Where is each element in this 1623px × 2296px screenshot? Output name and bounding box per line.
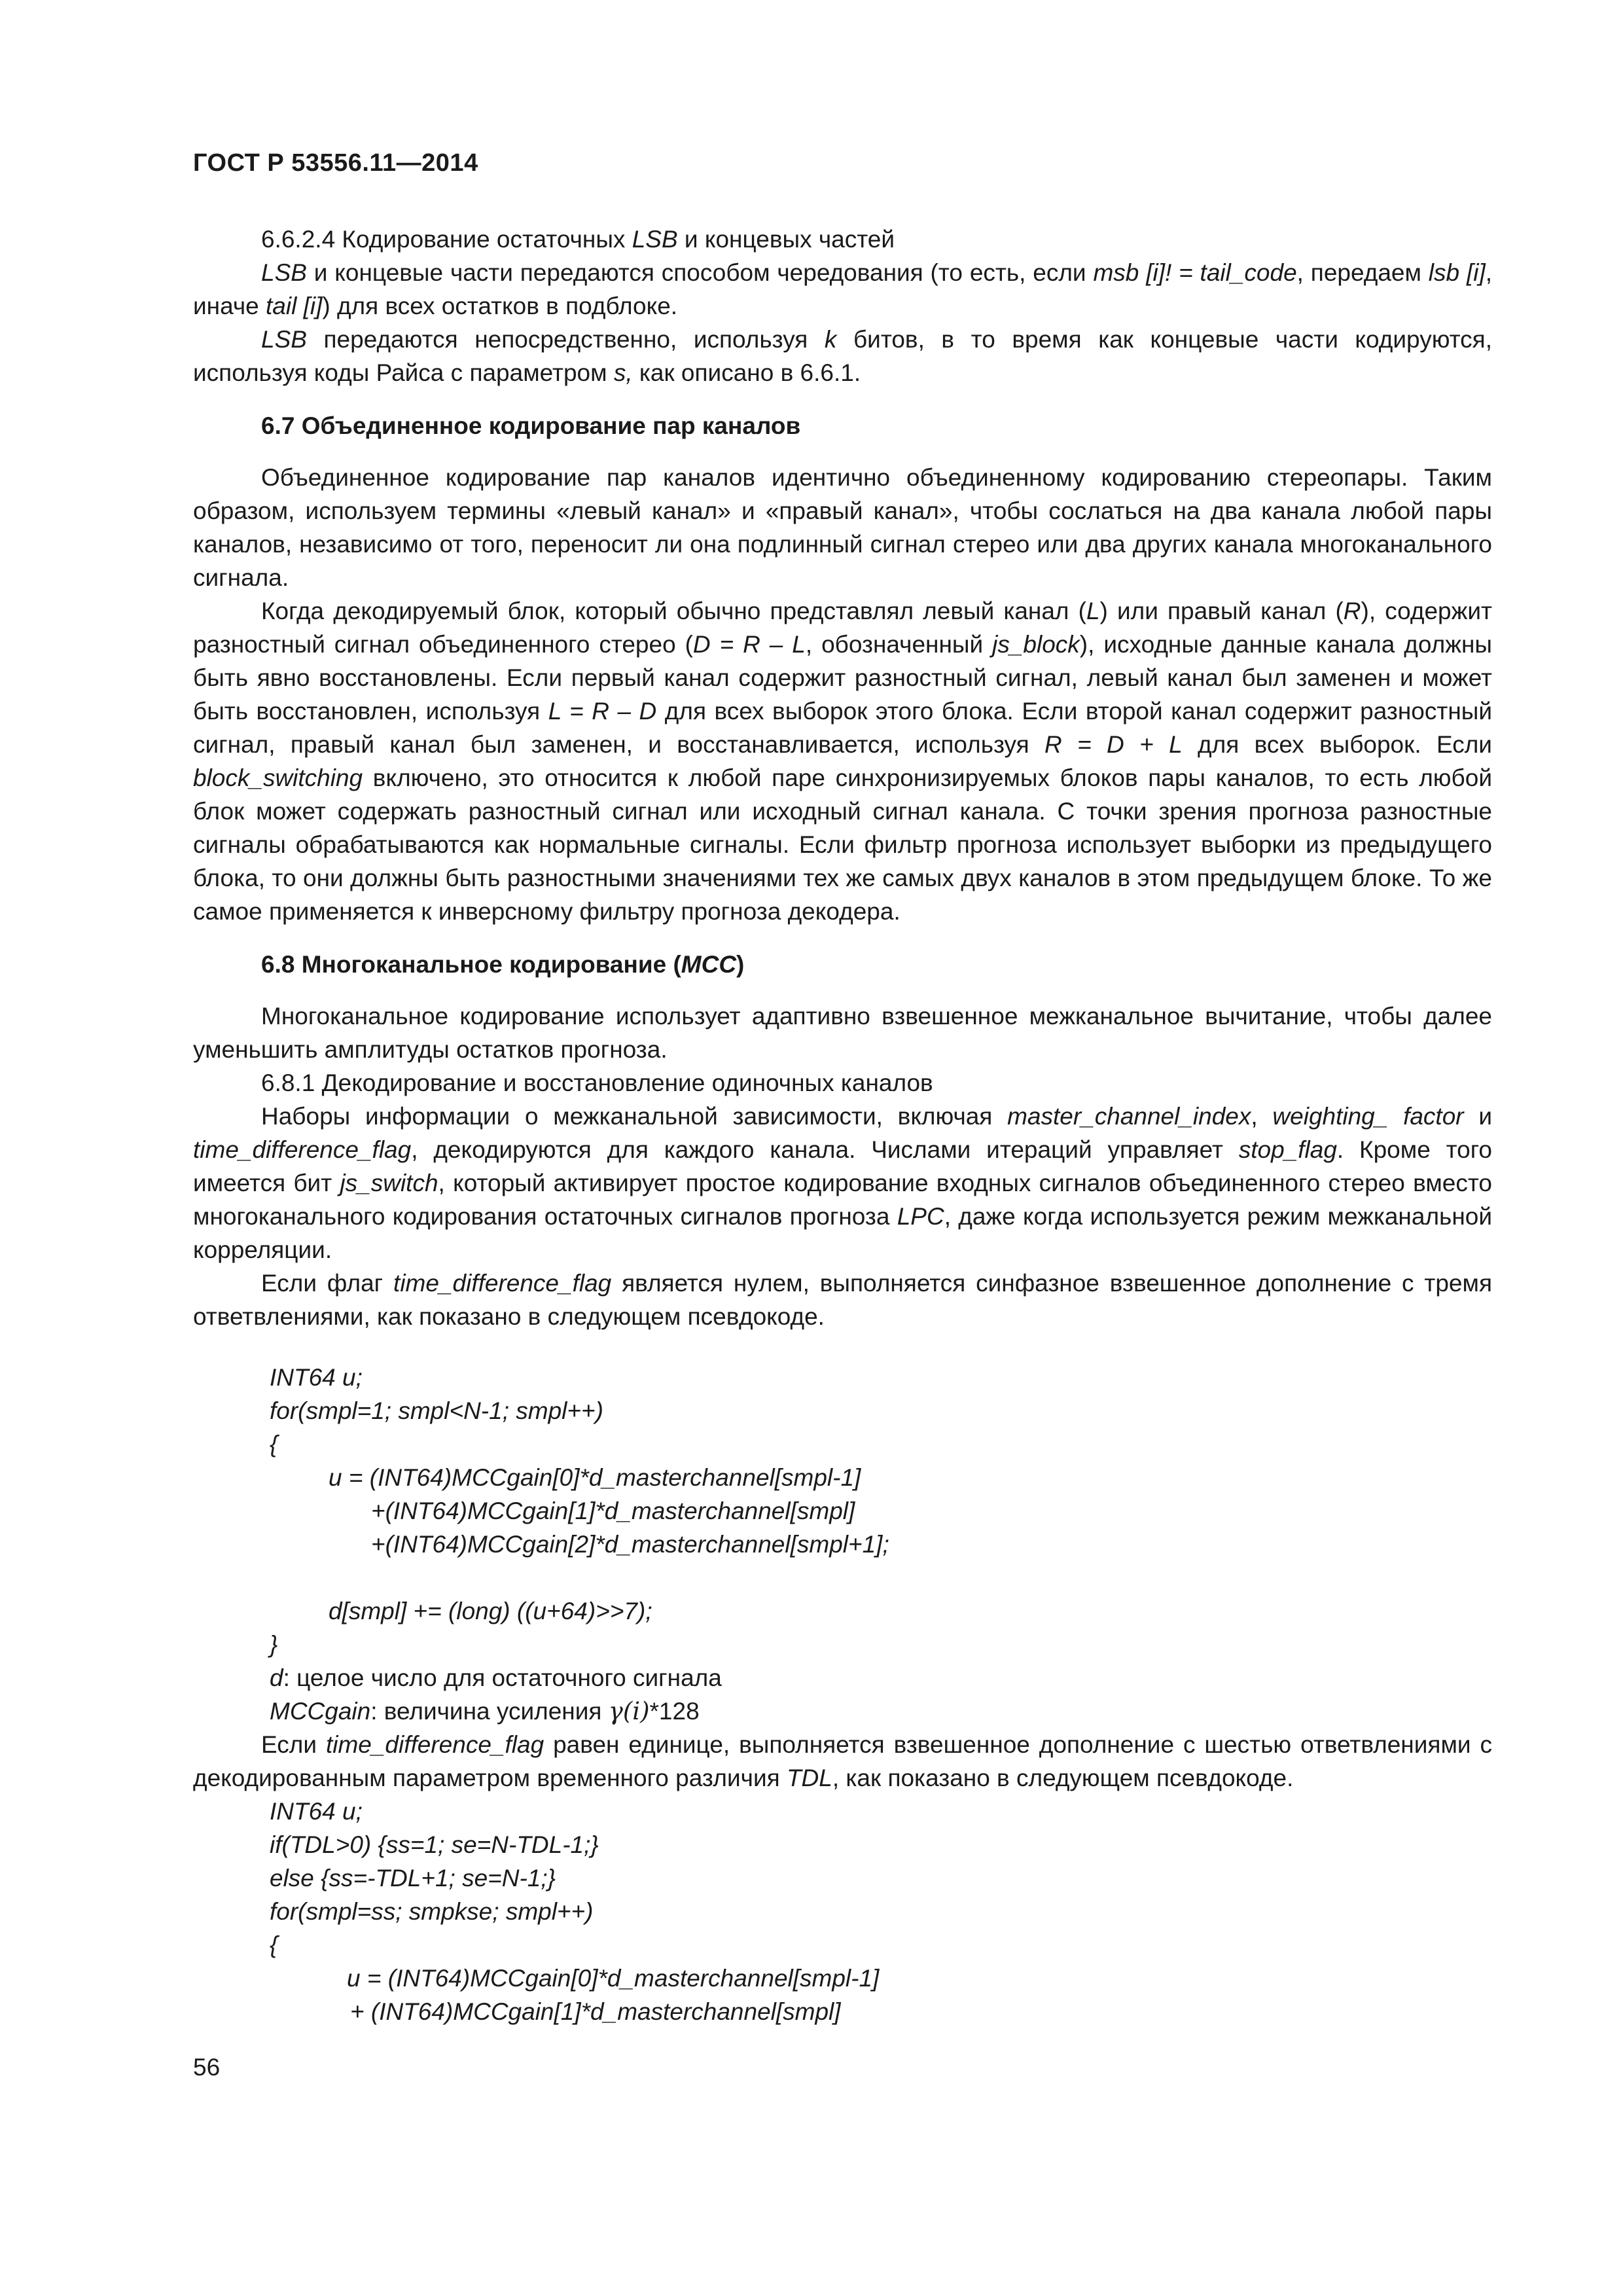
text-run: . Кроме того имеется бит: [193, 1136, 1492, 1196]
text-run: для всех выборок. Если: [1182, 731, 1492, 758]
text-run: как описано в 6.6.1.: [632, 359, 861, 386]
term-lsb: LSB: [261, 326, 307, 353]
term-k: k: [824, 326, 837, 353]
code-line: for(smpl=1; smpl<N-1; smpl++): [270, 1397, 603, 1424]
formula-gamma: γ(i): [608, 1697, 650, 1725]
page-content: [193, 223, 1492, 2028]
code-line: d[smpl] += (long) ((u+64)>>7);: [329, 1598, 652, 1624]
text-run: : величина усиления: [370, 1698, 609, 1725]
term-mccgain: MCCgain: [270, 1698, 371, 1725]
spacer: [193, 1333, 1492, 1361]
code-line: {: [270, 1431, 278, 1458]
text-run: Когда декодируемый блок, который обычно представлял левый канал (: [261, 598, 1086, 624]
term-stop-flag: stop_flag: [1238, 1136, 1337, 1163]
text-run: включено, это относится к любой паре синхронизируемых блоков пары каналов, то есть любой блок может содержать разностный сигнал или исходный сигнал канала. С точки зрения прогноза разностные сигналы обрабатываются как нормальные сигналы. Если фильтр прогноза использует выборки из предыдущего блока, то они должны быть разностными значениями тех же самых двух каналов в этом предыдущем блоке. То же самое применяется к инверсному фильтру прогноза декодера.: [193, 764, 1492, 925]
definition-d: [193, 1661, 1492, 1695]
code-line: INT64 u;: [270, 1364, 363, 1391]
paragraph-three-tap: [193, 1266, 1492, 1333]
text-run: для всех выборок этого блока. Если второй канал содержит разностный сигнал, правый канал был заменен, и восстанавливается, используя: [193, 698, 1493, 758]
term-master-channel-index: master_channel_index: [1007, 1103, 1251, 1130]
term-msb: msb [i]! = tail_code: [1093, 259, 1297, 286]
text-run: , который активирует простое кодирование входных сигналов объединенного стерео вместо многоканального кодирования остаточных сигналов прогноза: [193, 1170, 1492, 1230]
paragraph-six-tap: [193, 1728, 1492, 1795]
text-run: битов, в то время как концевые части кодируются, используя коды Райса с параметром: [193, 326, 1492, 386]
text-run: ), исходные данные канала должны быть явно восстановлены. Если первый канал содержит разностный сигнал, левый канал был заменен и может быть восстановлен, используя: [193, 631, 1493, 725]
text-run: ) для всех остатков в подблоке.: [322, 293, 678, 319]
paragraph-lsb-interleave: [193, 256, 1492, 323]
paragraph-6-6-2-4-title: [193, 223, 1492, 256]
code-block-six-tap: [193, 1795, 1492, 2028]
text-run: ) или правый канал (: [1099, 598, 1344, 624]
term-time-difference-flag: time_difference_flag: [325, 1731, 544, 1758]
text-run: передаются непосредственно, используя: [306, 326, 825, 353]
text-run: является нулем, выполняется синфазное взвешенное дополнение с тремя ответвлениями, как показано в следующем псевдокоде.: [193, 1270, 1492, 1330]
term-mcc: MCC: [681, 951, 737, 978]
code-line: {: [270, 1931, 278, 1958]
code-block-three-tap: [193, 1361, 1492, 1661]
code-line: if(TDL>0) {ss=1; se=N-TDL-1;}: [270, 1831, 599, 1858]
code-line: INT64 u;: [270, 1798, 363, 1825]
text-run: *128: [649, 1698, 700, 1725]
code-line: u = (INT64)MCCgain[0]*d_masterchannel[smpl-1]: [329, 1464, 861, 1491]
code-line: u = (INT64)MCCgain[0]*d_masterchannel[smpl-1]: [347, 1965, 880, 1992]
spacer: [193, 1561, 1492, 1594]
text-run: , декодируются для каждого канала. Числами итераций управляет: [411, 1136, 1239, 1163]
code-line: for(smpl=ss; smpkse; smpl++): [270, 1898, 594, 1925]
term-lpc: LPC: [897, 1203, 944, 1230]
term-block-switching: block_switching: [193, 764, 363, 791]
code-line: else {ss=-TDL+1; se=N-1;}: [270, 1865, 556, 1892]
term-time-difference-flag: time_difference_flag: [193, 1136, 412, 1163]
text-run: и концевые части передаются способом чередования (то есть, если: [306, 259, 1094, 286]
formula-d: D = R – L: [692, 631, 806, 658]
text-run: : целое число для остаточного сигнала: [283, 1664, 722, 1691]
text-run: 6.8 Многоканальное кодирование (: [261, 951, 681, 978]
definition-mccgain: [193, 1695, 1492, 1728]
paragraph-mcc-intro: Многоканальное кодирование использует адаптивно взвешенное межканальное вычитание, чтобы далее уменьшить амплитуды остатков прогноза.: [193, 1003, 1492, 1063]
term-time-difference-flag: time_difference_flag: [393, 1270, 612, 1297]
paragraph-difference-signal: [193, 594, 1492, 928]
code-line: }: [270, 1631, 278, 1658]
code-line: +(INT64)MCCgain[1]*d_masterchannel[smpl]: [371, 1498, 855, 1524]
code-line: + (INT64)MCCgain[1]*d_masterchannel[smpl]: [350, 1998, 841, 2025]
term-l: L: [1086, 598, 1100, 624]
section-heading-6-8: [193, 948, 1492, 981]
term-tail-i: tail [i]: [266, 293, 323, 319]
term-lsb-i: lsb [i]: [1428, 259, 1486, 286]
code-line: +(INT64)MCCgain[2]*d_masterchannel[smpl+1];: [371, 1531, 889, 1558]
paragraph-joint-coding: Объединенное кодирование пар каналов идентично объединенному кодированию стереопары. Таким образом, используем термины «левый канал» и «правый канал», чтобы сослаться на два канала любой пары каналов, независимо от того, переносит ли она подлинный сигнал стерео или два других канала многоканального сигнала.: [193, 464, 1492, 591]
text-run: , иначе: [193, 259, 1493, 319]
text-run: и концевых частей: [677, 226, 895, 253]
paragraph-6-8-1-title: 6.8.1 Декодирование и восстановление одиночных каналов: [261, 1069, 933, 1096]
text-run: Если: [261, 1731, 326, 1758]
text-run: ), содержит разностный сигнал объединенного стерео (: [193, 598, 1493, 658]
text-run: Наборы информации о межканальной зависимости, включая: [261, 1103, 1008, 1130]
term-d: d: [270, 1664, 283, 1691]
term-weighting-factor: weighting_ factor: [1272, 1103, 1464, 1130]
text-run: , передаем: [1296, 259, 1429, 286]
term-js-switch: js_switch: [340, 1170, 438, 1196]
text-run: , обозначенный: [805, 631, 993, 658]
term-js-block: js_block: [992, 631, 1080, 658]
formula-l: L = R – D: [548, 698, 657, 725]
text-run: ): [736, 951, 745, 978]
term-tdl: TDL: [786, 1765, 832, 1791]
text-run: , даже когда используется режим межканальной корреляции.: [193, 1203, 1492, 1263]
text-run: равен единице, выполняется взвешенное дополнение с шестью ответвлениями с декодированным параметром временного различия: [193, 1731, 1492, 1791]
text-run: Если флаг: [261, 1270, 394, 1297]
document-header: ГОСТ Р 53556.11—2014: [193, 149, 478, 177]
section-heading-6-7: 6.7 Объединенное кодирование пар каналов: [261, 412, 801, 439]
formula-r: R = D + L: [1044, 731, 1183, 758]
text-run: 6.6.2.4 Кодирование остаточных: [261, 226, 632, 253]
paragraph-interchannel-info: [193, 1100, 1492, 1266]
page-number: 56: [193, 2054, 221, 2081]
text-run: ,: [1251, 1103, 1273, 1130]
text-run: и: [1463, 1103, 1493, 1130]
paragraph-lsb-rice: [193, 323, 1492, 389]
term-r: R: [1343, 598, 1361, 624]
term-lsb: LSB: [632, 226, 678, 253]
text-run: , как показано в следующем псевдокоде.: [832, 1765, 1294, 1791]
term-lsb: LSB: [261, 259, 307, 286]
term-s: s,: [613, 359, 633, 386]
